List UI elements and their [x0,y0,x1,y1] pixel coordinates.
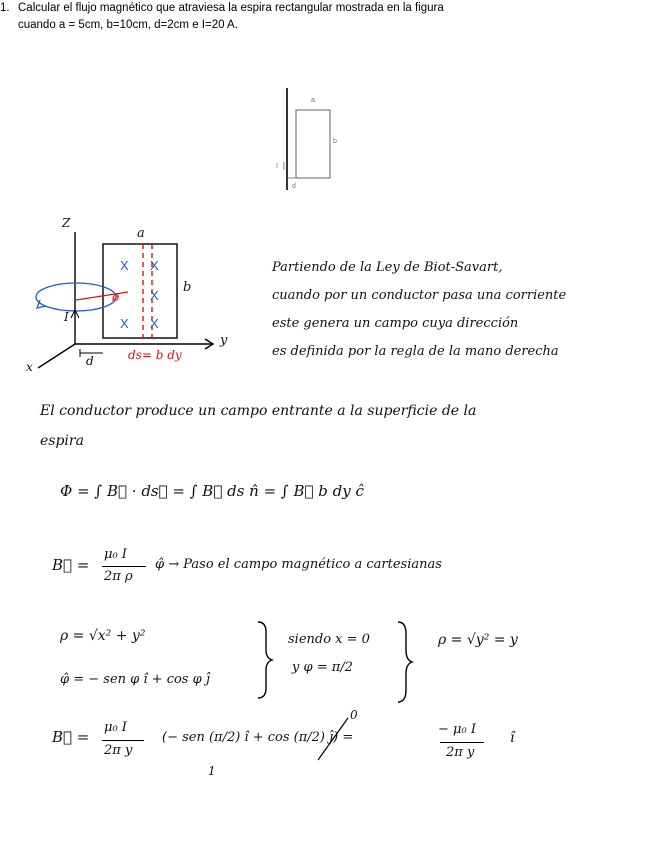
field-into-mark-1: X [120,258,129,273]
x-axis [38,344,75,368]
diagram-label-z: Z [62,216,71,230]
phi-equation: φ̂ = − sen φ î + cos φ ĵ [60,672,210,687]
diagram-label-y: y [220,333,228,348]
diagram-label-a: a [137,226,145,241]
field-denominator: 2π ρ [104,569,133,584]
statement-block [40,396,476,456]
final-fraction-bar [102,740,144,741]
brace-2 [398,622,412,702]
field-into-mark-3: X [150,288,159,303]
statement-line-2: espira [40,433,84,449]
explanation-line-4: es definida por la regla de la mano derecha [272,344,559,359]
problem-number: 1. [0,2,10,14]
field-fraction-bar [102,566,146,567]
field-lhs: B⃗ = [52,556,90,574]
final-unit: î [510,730,515,746]
final-lhs: B⃗ = [52,728,90,746]
final-denominator: 2π y [104,743,133,758]
problem-text-line-2: cuando a = 5cm, b=10cm, d=2cm e I=20 A. [18,19,238,31]
rho-result: ρ = √y² = y [438,632,518,648]
cos-value-zero: 0 [350,708,358,722]
small-label-i: I [276,163,278,170]
final-rhs-denominator: 2π y [446,745,475,760]
problem-text-line-1: Calcular el flujo magnético que atraviesa la espira rectangular mostrada en la figura [18,2,444,14]
given-line-1: siendo x = 0 [288,632,370,647]
field-circle [36,283,116,311]
statement-line-1: El conductor produce un campo entrante a la superficie de la [40,403,477,419]
final-middle: (− sen (π/2) î + cos (π/2) ĵ) = [162,730,354,745]
field-numerator: μ₀ I [104,547,127,562]
diagram-label-ds: ds= b dy [128,348,182,362]
field-into-mark-2: X [150,258,159,273]
sen-value-one: 1 [208,764,216,778]
explanation-line-3: este genera un campo cuya dirección [272,316,519,331]
diagram-label-b: b [183,280,192,295]
explanation-block [272,254,566,366]
final-rhs-numerator: − μ₀ I [438,722,476,737]
explanation-line-2: cuando por un conductor pasa una corriente [272,288,567,303]
rho-equation: ρ = √x² + y² [60,628,146,644]
field-rhs: φ̂ → Paso el campo magnético a cartesianas [155,557,442,572]
small-label-b: b [333,138,337,145]
small-label-a: a [311,97,315,104]
flux-equation: Φ = ∫ B⃗ · ds⃗ = ∫ B⃗ ds n̂ = ∫ B⃗ b dy ĉ [60,482,364,500]
final-rhs-bar [440,742,484,743]
diagram-label-x: x [26,360,33,374]
field-into-mark-4: X [120,316,129,331]
diagram-label-d: d [86,354,94,368]
small-loop [296,110,330,178]
explanation-line-1: Partiendo de la Ley de Biot-Savart, [272,260,503,275]
final-numerator: μ₀ I [104,720,127,735]
diagram-label-current: I [64,310,69,324]
brace-1 [258,622,272,698]
small-label-d: d [292,183,296,190]
given-line-2: y φ = π/2 [292,660,353,675]
diagram-angle-mark: ø [112,290,120,304]
rho-arrow [76,292,128,300]
field-into-mark-5: X [150,316,159,331]
